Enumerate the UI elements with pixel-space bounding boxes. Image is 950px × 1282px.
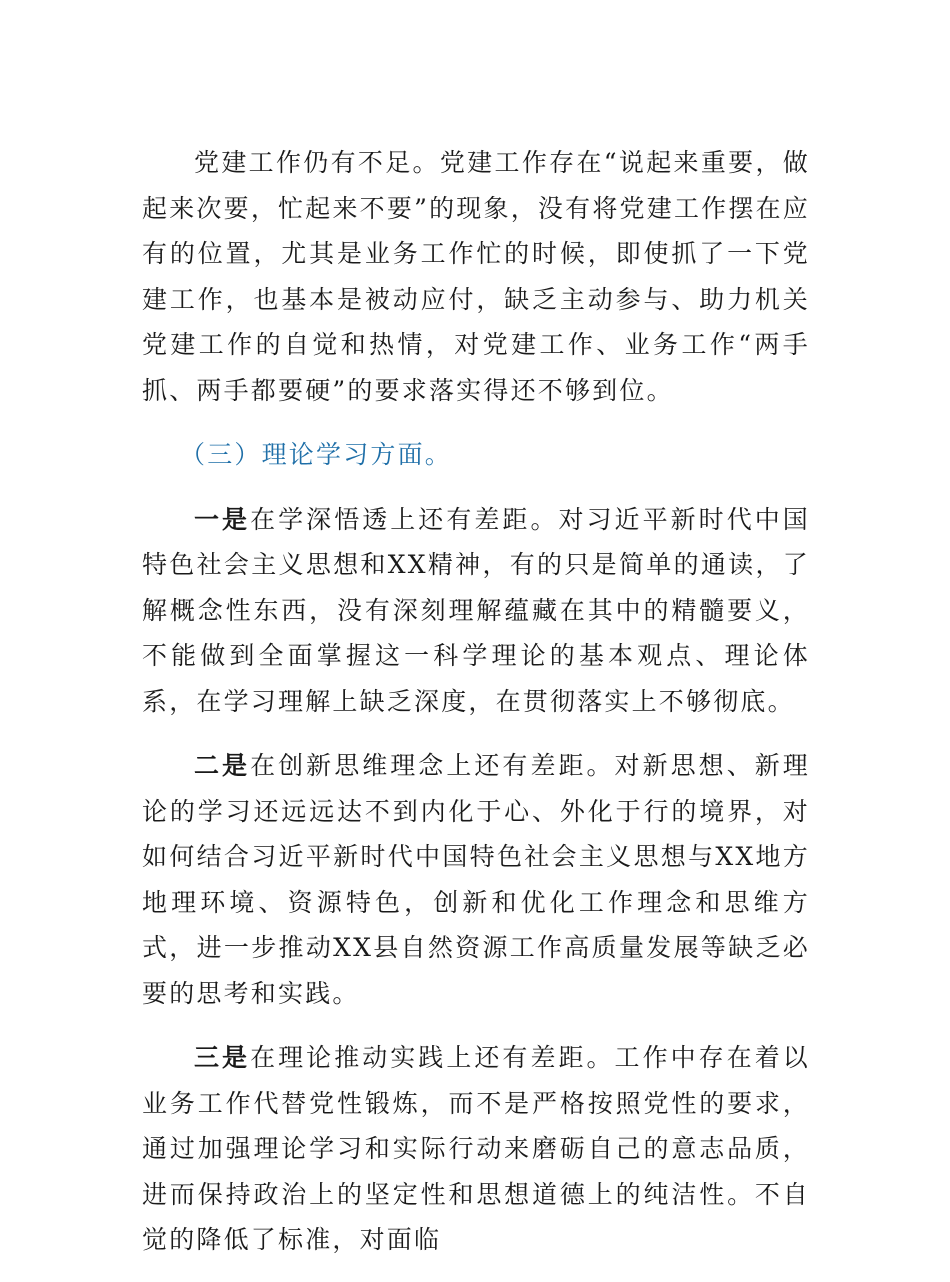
paragraph-text: 党建工作仍有不足。党建工作存在“说起来重要，做起来次要，忙起来不要”的现象，没有将党建工作摆在应有的位置，尤其是业务工作忙的时候，即使抓了一下党建工作，也基本是被动应付，缺乏主动参与、助力机关党建工作的自觉和热情，对党建工作、业务工作“两手抓、两手都要硬”的要求落实得还不够到位。 bbox=[142, 148, 810, 405]
point-lead: 二是 bbox=[194, 751, 251, 780]
point-lead: 一是 bbox=[194, 504, 251, 534]
document-body bbox=[142, 140, 810, 1282]
point-lead: 三是 bbox=[194, 1043, 251, 1072]
section-heading-theory-study bbox=[142, 432, 810, 478]
paragraph-text: 在创新思维理念上还有差距。对新思想、新理论的学习还远远达不到内化于心、外化于行的境界，对如何结合习近平新时代中国特色社会主义思想与XX地方地理环境、资源特色，创新和优化工作理念和思维方式，进一步推动XX县自然资源工作高质量发展等缺乏必要的思考和实践。 bbox=[142, 751, 810, 1008]
section-heading-text: （三）理论学习方面。 bbox=[180, 440, 453, 469]
paragraph-party-building bbox=[142, 140, 810, 413]
paragraph-point-three bbox=[142, 1035, 810, 1263]
paragraph-text: 在理论推动实践上还有差距。工作中存在着以业务工作代替党性锻炼，而不是严格按照党性的要求，通过加强理论学习和实际行动来磨砺自己的意志品质，进而保持政治上的坚定性和思想道德上的纯洁性。不自觉的降低了标准，对面临 bbox=[142, 1043, 810, 1254]
paragraph-point-two bbox=[142, 743, 810, 1016]
paragraph-text: 在学深悟透上还有差距。对习近平新时代中国特色社会主义思想和XX精神，有的只是简单的通读，了解概念性东西，没有深刻理解蕴藏在其中的精髓要义，不能做到全面掌握这一科学理论的基本观点、理论体系，在学习理解上缺乏深度，在贯彻落实上不够彻底。 bbox=[142, 504, 810, 716]
paragraph-point-one bbox=[142, 497, 810, 725]
